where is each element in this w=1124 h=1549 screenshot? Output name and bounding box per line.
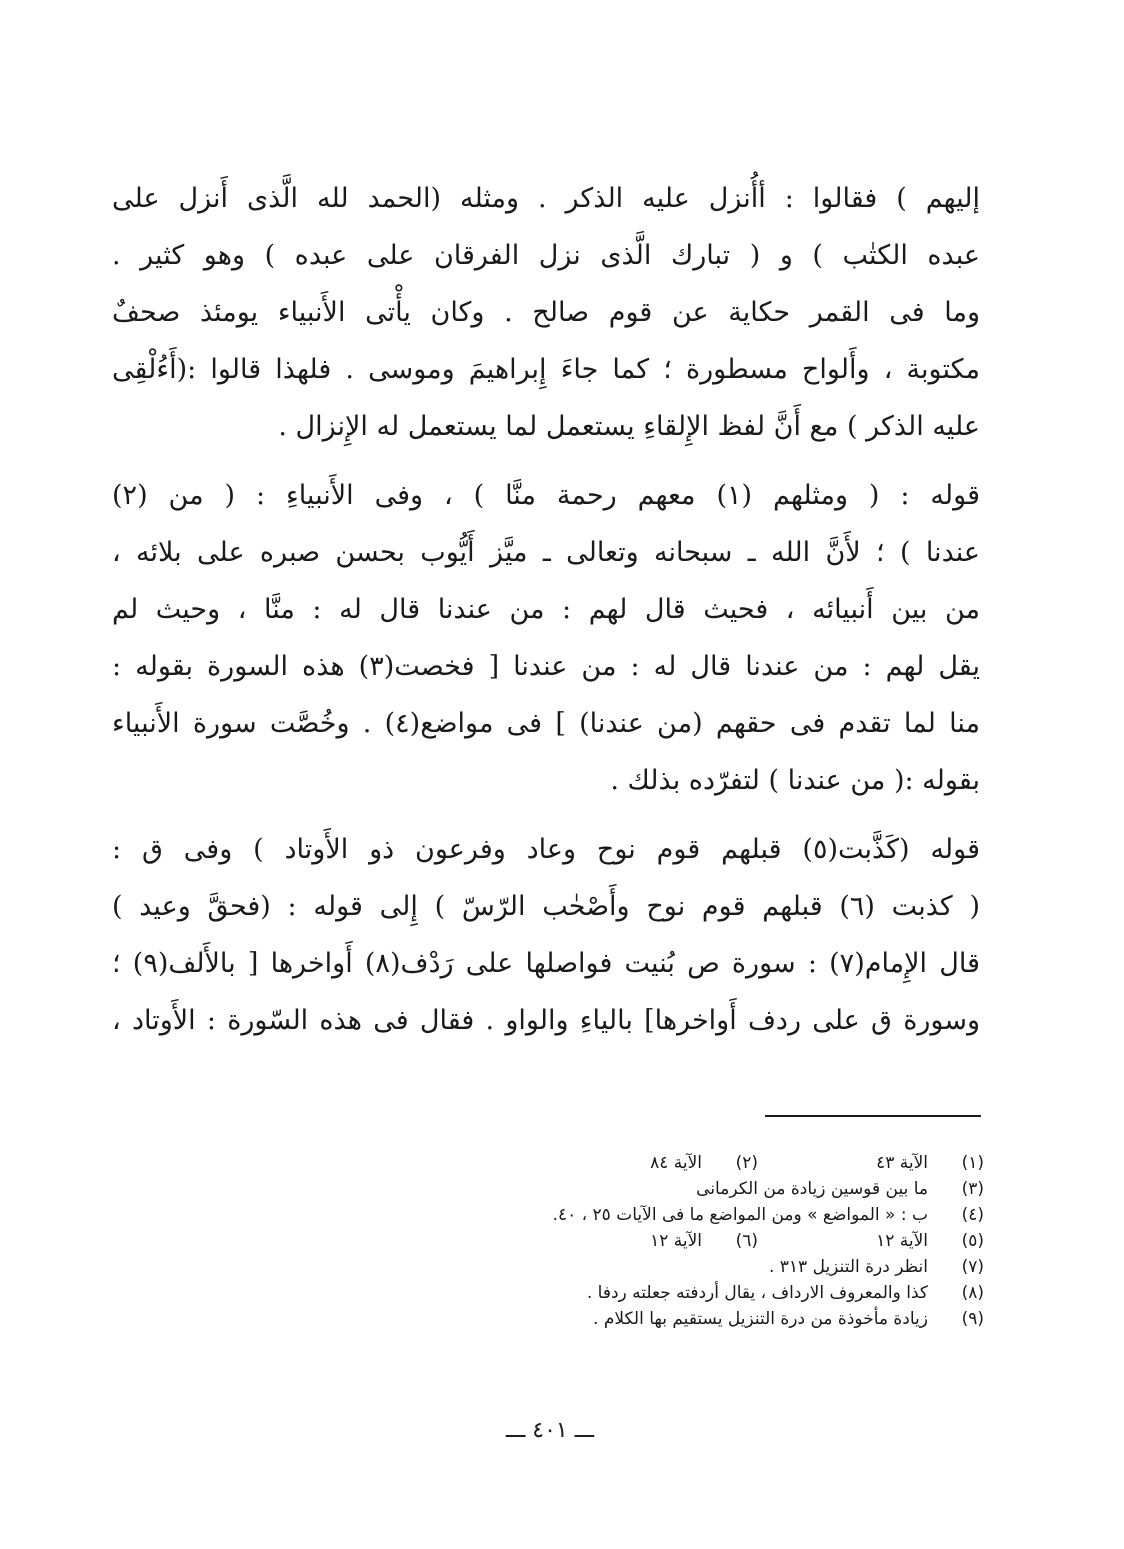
footnote-row	[300, 1150, 984, 1176]
paragraph-gap	[112, 455, 980, 467]
body-line: عليه الذكر ) مع أَنَّ لفظ الإِلقاءِ يستعمل لما يستعمل له الإِنزال .	[278, 411, 980, 442]
footnote-text: الآية ١٢	[650, 1231, 702, 1251]
body-line: قوله (كَذَّبت(٥) قبلهم قوم نوح وعاد وفرعون ذو الأَوتاد ) وفى ق :	[112, 834, 980, 865]
body-line: وما فى القمر حكاية عن قوم صالح . وكان يأْتى الأَنبياء يومئذ صحفٌ	[112, 297, 980, 328]
footnote-number: (٥)	[961, 1231, 984, 1251]
footnote-row	[300, 1176, 984, 1202]
footnote-text: ب : « المواضع » ومن المواضع ما فى الآيات ٢٥ ، ٤٠.	[552, 1205, 928, 1225]
body-line: بقوله :( من عندنا ) لتفرّده بذلك .	[610, 765, 980, 796]
footnote-text: الآية ٨٤	[650, 1153, 702, 1173]
footnote-text: الآية ١٢	[876, 1231, 928, 1251]
footnote-number: (٢)	[735, 1153, 758, 1173]
footnote-number: (٤)	[961, 1205, 984, 1225]
footnote-number: (٨)	[961, 1283, 984, 1303]
paragraph-gap	[112, 809, 980, 821]
body-line: منا لما تقدم فى حقهم (من عندنا) ] فى مواضع(٤) . وخُصَّت سورة الأَنبياء	[112, 708, 980, 739]
footnote-row	[300, 1254, 984, 1280]
footnotes	[300, 1150, 984, 1332]
footnote-text: انظر درة التنزيل ٣١٣ .	[768, 1257, 928, 1277]
body-line: عبده الكتٰب ) و ( تبارك الَّذى نزل الفرقان على عبده ) وهو كثير .	[112, 240, 980, 271]
footnote-row	[300, 1228, 984, 1254]
body-line: يقل لهم : من عندنا قال له : من عندنا [ فخصت(٣) هذه السورة بقوله :	[112, 651, 980, 682]
page-number: ـــ ٤٠١ ـــ	[505, 1418, 595, 1443]
footnote-number: (٦)	[735, 1231, 758, 1251]
footnote-text: زيادة مأخوذة من درة التنزيل يستقيم بها الكلام .	[593, 1309, 928, 1329]
body-line: مكتوبة ، وأَلواح مسطورة ؛ كما جاءَ إِبراهيمَ وموسى . فلهذا قالوا :(أَءُلْقِى	[112, 354, 980, 385]
footnote-number: (٣)	[961, 1179, 984, 1199]
body-line: من بين أَنبيائه ، فحيث قال لهم : من عندنا قال له : منَّا ، وحيث لم	[112, 594, 980, 625]
footnote-separator	[765, 1115, 981, 1117]
footnote-text: ما بين قوسين زيادة من الكرمانى	[696, 1179, 928, 1199]
body-text	[112, 170, 980, 1049]
footnote-row	[300, 1306, 984, 1332]
footnote-text: الآية ٤٣	[876, 1153, 928, 1173]
body-line: قال الإِمام(٧) : سورة ص بُنيت فواصلها على رَدْف(٨) أَواخرها [ بالأَلف(٩) ؛	[112, 948, 980, 979]
body-line: ( كذبت (٦) قبلهم قوم نوح وأَصْحٰب الرّسّ ) إِلى قوله : (فحقَّ وعيد )	[112, 891, 980, 922]
footnote-text: كذا والمعروف الارداف ، يقال أردفته جعلته ردفا .	[586, 1283, 928, 1303]
footnote-number: (٧)	[961, 1257, 984, 1277]
body-line: قوله : ( ومثلهم (١) معهم رحمة منَّا ) ، وفى الأَنبياءِ : ( من (٢)	[112, 480, 980, 511]
body-line: وسورة ق على ردف أَواخرها] بالياءِ والواو . فقال فى هذه السّورة : الأَوتاد ،	[112, 1005, 980, 1036]
body-line: عندنا ) ؛ لأَنَّ الله ـ سبحانه وتعالى ـ ميَّز أَيُّوب بحسن صبره على بلائه ،	[112, 537, 980, 568]
footnote-number: (١)	[961, 1153, 984, 1173]
body-line: إليهم ) فقالوا : أأُنزل عليه الذكر . ومثله (الحمد لله الَّذى أَنزل على	[112, 183, 980, 214]
footnote-row	[300, 1280, 984, 1306]
footnote-row	[300, 1202, 984, 1228]
footnote-number: (٩)	[961, 1309, 984, 1329]
